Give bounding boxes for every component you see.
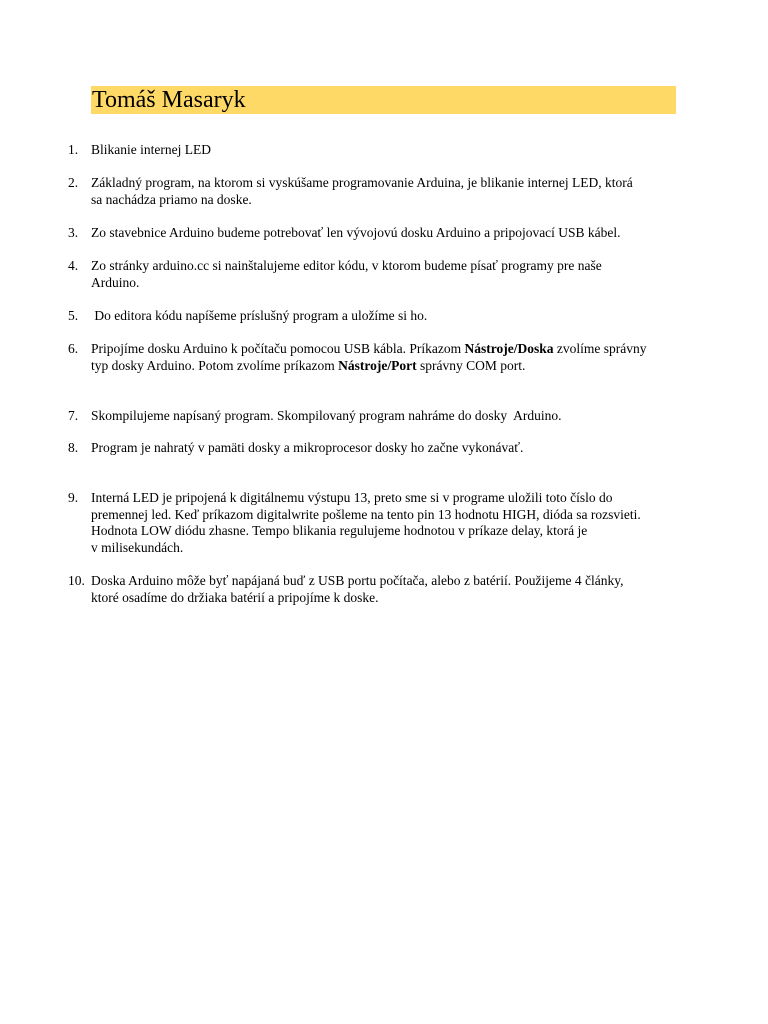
list-item-line [91, 275, 679, 292]
list-item-text [91, 175, 679, 208]
text-segment: zvolíme správny [553, 341, 647, 356]
list-item-text [91, 308, 679, 325]
text-segment: premennej led. Keď príkazom digitalwrite pošleme na tento pin 13 hodnotu HIGH, dióda sa rozsvieti. [91, 506, 641, 522]
list-item-line [91, 590, 679, 607]
text-segment: Hodnota LOW diódu zhasne. Tempo blikania regulujeme hodnotou v príkaze delay, ktorá je [91, 523, 588, 539]
list-item-line [91, 408, 679, 425]
list-item-line [91, 358, 679, 375]
list-item-text [91, 440, 679, 457]
text-segment: Doska Arduino môže byť napájaná buď z USB portu počítača, alebo z batérií. Použijeme 4 články, [91, 573, 624, 588]
list-item-line [91, 507, 679, 524]
list-item-line [91, 142, 679, 159]
text-segment: Skompilujeme napísaný program. Skompilovaný program nahráme do dosky Arduino. [91, 408, 562, 423]
list-item-line [91, 192, 679, 209]
list-item-number: 6. [68, 341, 79, 356]
title-highlight [91, 86, 676, 114]
text-segment: Zo stránky arduino.cc si nainštalujeme editor kódu, v ktorom budeme písať programy pre naše [91, 258, 602, 273]
list-item-text [91, 408, 679, 425]
list-item-number: 7. [68, 408, 79, 423]
list-item-number: 5. [68, 308, 79, 323]
list-item-number: 10. [68, 573, 85, 588]
text-segment: Do editora kódu napíšeme príslušný program a uložíme si ho. [91, 308, 428, 323]
text-segment: ktoré osadíme do držiaka batérií a pripojíme k doske. [91, 589, 379, 605]
list-item-text [91, 142, 679, 159]
list-item-text [91, 258, 679, 291]
text-segment: Program je nahratý v pamäti dosky a mikroprocesor dosky ho začne vykonávať. [91, 440, 524, 455]
text-segment: Pripojíme dosku Arduino k počítaču pomocou USB kábla. Príkazom [91, 341, 465, 356]
list-item-line [91, 175, 679, 192]
list-item-text [91, 225, 679, 242]
list-item-line [91, 540, 679, 557]
list-item-line [91, 308, 679, 325]
menu-command: Nástroje/Doska [464, 341, 554, 356]
list-item-number: 1. [68, 142, 79, 157]
list-item-number: 2. [68, 175, 79, 190]
list-item-line [91, 225, 679, 242]
list-item-number: 9. [68, 490, 79, 505]
text-segment: Zo stavebnice Arduino budeme potrebovať len vývojovú dosku Arduino a pripojovací USB kábel. [91, 225, 621, 240]
list-item-line [91, 440, 679, 457]
text-segment: Arduino. [91, 274, 140, 290]
document-title: Tomáš Masaryk [92, 87, 246, 113]
text-segment: sa nachádza priamo na doske. [91, 191, 252, 207]
text-segment: v milisekundách. [91, 539, 184, 555]
list-item-text [91, 341, 679, 374]
list-item-number: 3. [68, 225, 79, 240]
text-segment: typ dosky Arduino. Potom zvolíme príkazom [91, 357, 339, 373]
list-item-line [91, 573, 679, 590]
text-segment: Interná LED je pripojená k digitálnemu výstupu 13, preto sme si v programe uložili toto číslo do [91, 490, 613, 505]
list-item-line [91, 258, 679, 275]
list-item-number: 4. [68, 258, 79, 273]
list-item-text [91, 490, 679, 556]
menu-command: Nástroje/Port [338, 357, 417, 373]
text-segment: správny COM port. [416, 357, 526, 373]
list-item-line [91, 490, 679, 507]
text-segment: Základný program, na ktorom si vyskúšame programovanie Arduina, je blikanie internej LED, ktorá [91, 175, 633, 190]
text-segment: Blikanie internej LED [91, 142, 211, 157]
list-item-text [91, 573, 679, 606]
list-item-number: 8. [68, 440, 79, 455]
list-item-line [91, 341, 679, 358]
list-item-line [91, 523, 679, 540]
